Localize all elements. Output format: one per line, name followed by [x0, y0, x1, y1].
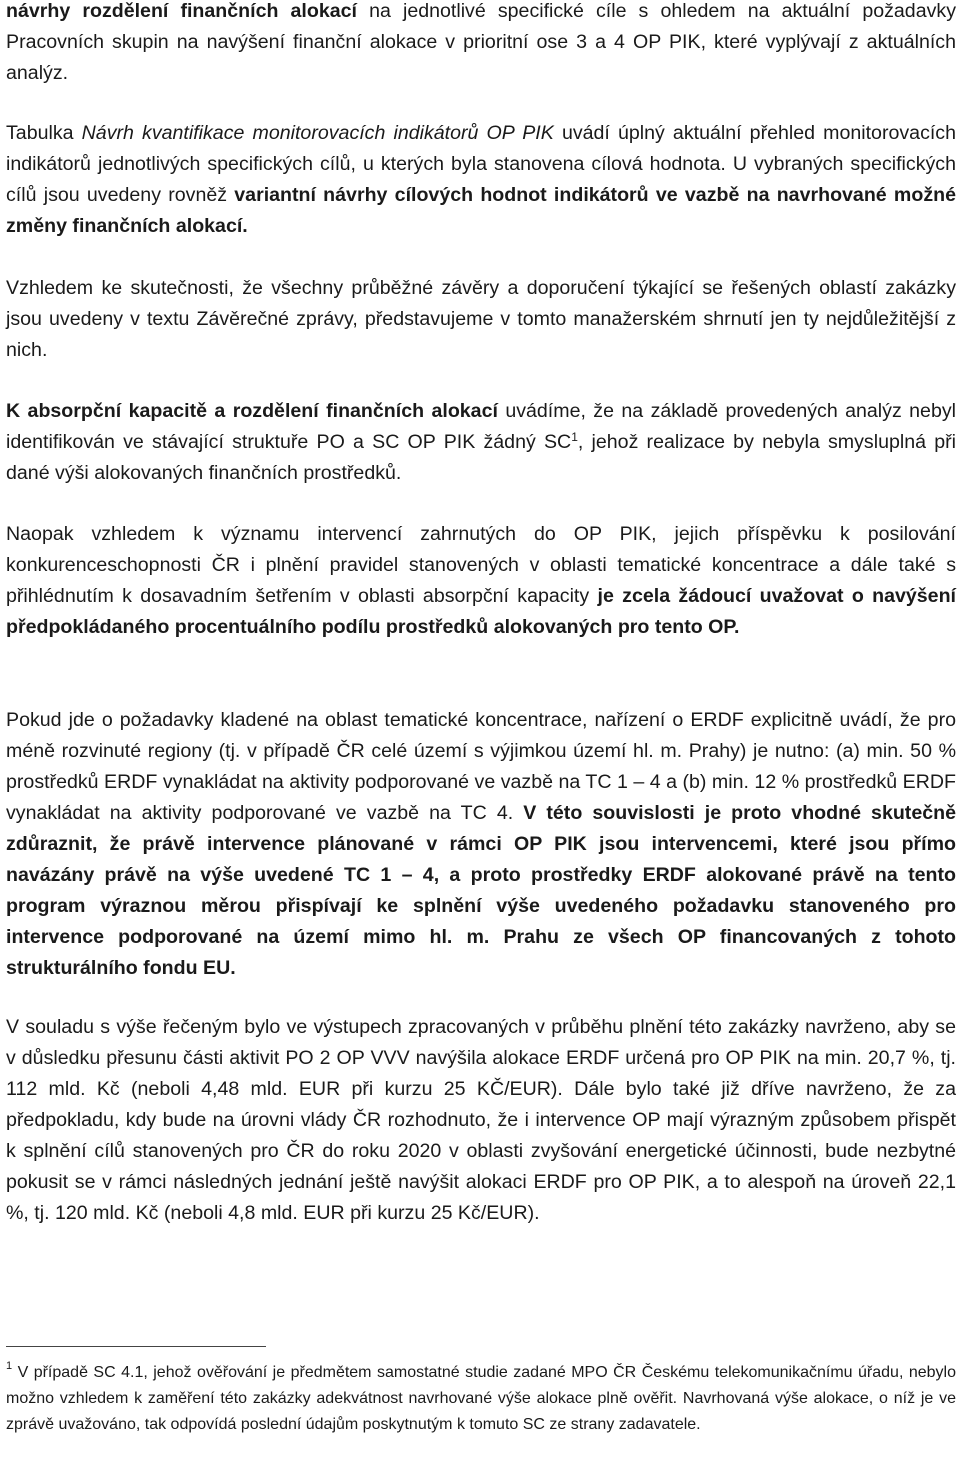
paragraph-text: uvádíme, že na základě provedených analýz nebyl identifikován ve stávající struktuře PO a SC OP PIK žádný SC	[6, 400, 956, 453]
paragraph-erdf-allocation	[6, 1012, 956, 1229]
paragraph-thematic-concentration	[6, 705, 956, 984]
paragraph-text: na jednotlivé specifické cíle s ohledem na aktuální požadavky Pracovních skupin na navýšení finanční alokace v prioritní ose 3 a 4 OP PIK, které vyplývají z aktuálních analýz.	[6, 0, 956, 84]
paragraph-text: Vzhledem ke skutečnosti, že všechny průběžné závěry a doporučení týkající se řešených oblastí zakázky jsou uvedeny v textu Závěrečné zprávy, představujeme v tomto manažerském shrnutí jen ty nejdůležitější z nich.	[6, 277, 956, 361]
footnote-text: V případě SC 4.1, jehož ověřování je předmětem samostatné studie zadané MPO ČR Českému telekomunikačnímu úřadu, nebylo možno vzhledem k zaměření této zakázky adekvátnost navrhované výše alokace plně ověřit. Navrhovaná výše alokace, o níž je ve zprávě uvažováno, tak odpovídá poslední údajům poskytnutým k tomuto SC ze strany zadavatele.	[6, 1364, 956, 1433]
paragraph-text: V souladu s výše řečeným bylo ve výstupech zpracovaných v průběhu plnění této zakázky navrženo, aby se v důsledku přesunu části aktivit PO 2 OP VVV navýšila alokace ERDF určená pro OP PIK na min. 20,7 %, tj. 112 mld. Kč (neboli 4,48 mld. EUR při kurzu 25 KČ/EUR). Dále bylo také již dříve navrženo, že za předpokladu, kdy bude na úrovni vlády ČR rozhodnuto, že i intervence OP mají výrazným způsobem přispět k splnění cílů stanovených pro ČR do roku 2020 v oblasti zvyšování energetické účinnosti, bude nezbytné pokusit se v rámci následných jednání ještě navýšit alokaci ERDF pro OP PIK, a to alespoň na úroveň 22,1 %, tj. 120 mld. Kč (neboli 4,8 mld. EUR při kurzu 25 Kč/EUR).	[6, 1016, 956, 1224]
paragraph-absorption-capacity	[6, 396, 956, 489]
bold-phrase: návrhy rozdělení finančních alokací	[6, 0, 357, 22]
bold-phrase: V této souvislosti je proto vhodné skutečně zdůraznit, že právě intervence plánované v rámci OP PIK jsou intervencemi, které jsou přímo navázány právě na výše uvedené TC 1 – 4, a proto prostředky ERDF alokované právě na tento program výraznou měrou přispívají ke splnění výše uvedeného požadavku stanoveného pro intervence podporované na území mimo hl. m. Prahu ze všech OP financovaných z tohoto strukturálního fondu EU.	[6, 802, 956, 979]
paragraph-allocation-proposals	[6, 0, 956, 89]
footnote-separator	[6, 1346, 266, 1347]
paragraph-text: Pokud jde o požadavky kladené na oblast tematické koncentrace, nařízení o ERDF explicitně uvádí, že pro méně rozvinuté regiony (tj. v případě ČR celé území s výjimkou území hl. m. Prahy) je nutno: (a) min. 50 % prostředků ERDF vynakládat na aktivity podporované ve vazbě na TC 1 – 4 a (b) min. 12 % prostředků ERDF vynakládat na aktivity podporované ve vazbě na TC 4.	[6, 709, 956, 824]
paragraph-text: Naopak vzhledem k významu intervencí zahrnutých do OP PIK, jejich příspěvku k posilování konkurenceschopnosti ČR i plnění pravidel stanovených v oblasti tematické koncentrace a dále také s přihlédnutím k dosavadním šetřením v oblasti absorpční kapacity	[6, 523, 956, 607]
bold-phrase: K absorpční kapacitě a rozdělení finančních alokací	[6, 400, 498, 422]
paragraph-text: Tabulka	[6, 122, 82, 144]
footnote-reference[interactable]: 1	[571, 430, 578, 444]
bold-phrase: je zcela žádoucí uvažovat o navýšení předpokládaného procentuálního podílu prostředků alokovaných pro tento OP.	[6, 585, 956, 638]
paragraph-indicator-table	[6, 118, 956, 242]
paragraph-increase-share	[6, 519, 956, 643]
paragraph-summary-scope	[6, 273, 956, 366]
paragraph-text: , jehož realizace by nebyla smysluplná při dané výši alokovaných finančních prostředků.	[6, 431, 956, 484]
paragraph-text: uvádí úplný aktuální přehled monitorovacích indikátorů jednotlivých specifických cílů, u kterých byla stanovena cílová hodnota. U vybraných specifických cílů jsou uvedeny rovněž	[6, 122, 957, 206]
bold-phrase: variantní návrhy cílových hodnot indikátorů ve vazbě na navrhované možné změny finančních alokací.	[6, 184, 956, 237]
table-title-italic: Návrh kvantifikace monitorovacích indikátorů OP PIK	[81, 122, 554, 144]
footnote	[6, 1360, 956, 1438]
footnote-number: 1	[6, 1360, 13, 1372]
